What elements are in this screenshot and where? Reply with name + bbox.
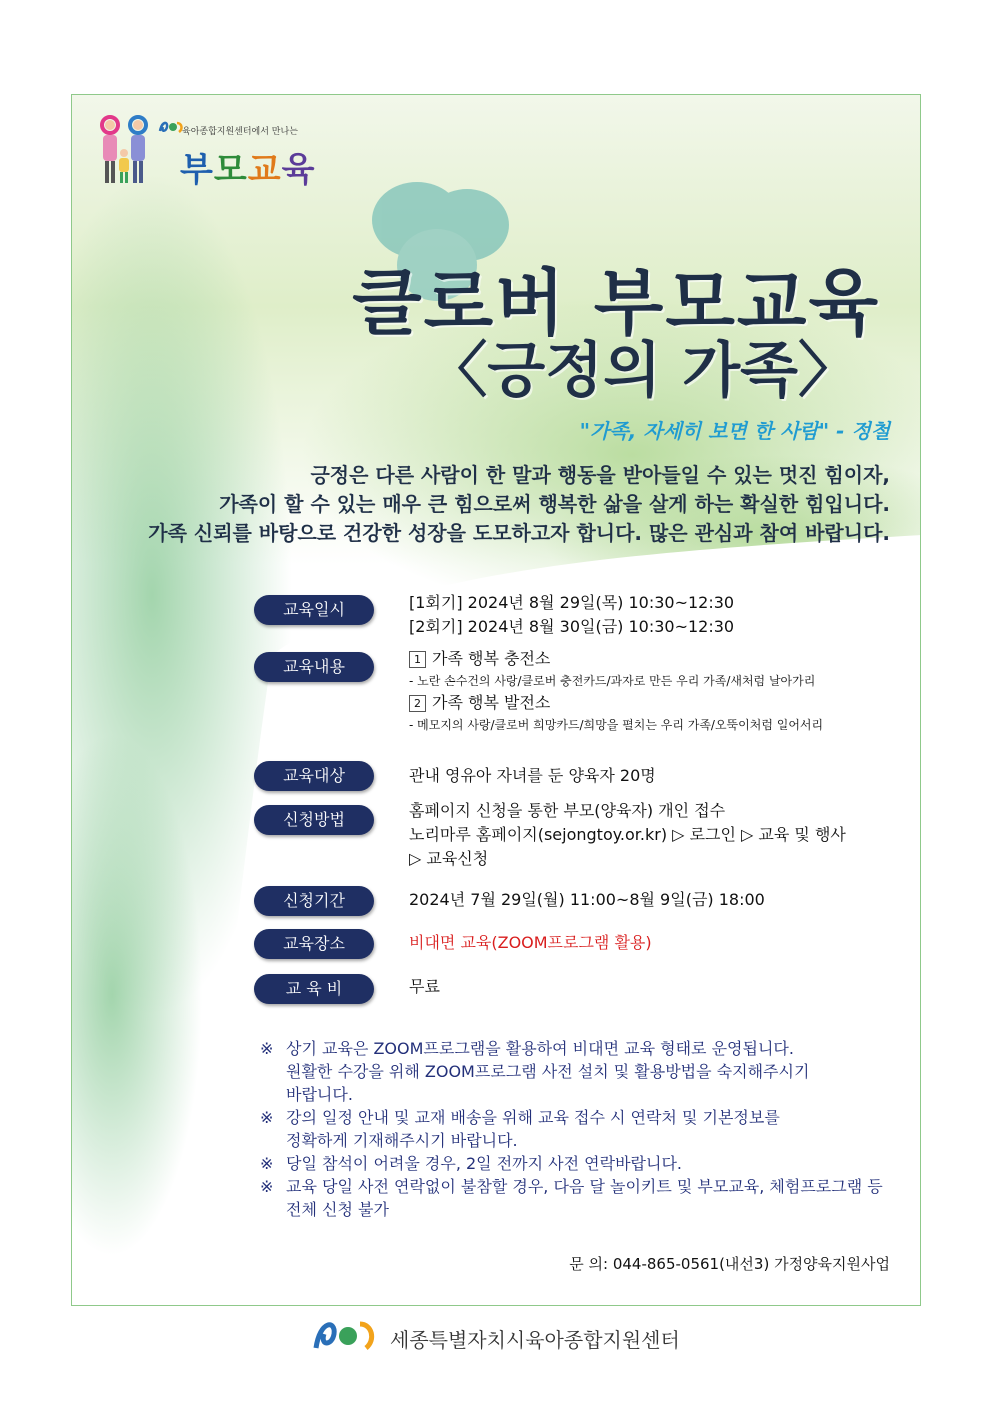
- contact-info: 문 의: 044-865-0561(내선3) 가정양육지원사업: [569, 1255, 890, 1273]
- notice-line: 상기 교육은 ZOOM프로그램을 활용하여 비대면 교육 형태로 운영됩니다.: [286, 1039, 794, 1058]
- fee-value: 무료: [409, 977, 440, 996]
- notice-line: 교육 당일 사전 연락없이 불참할 경우, 다음 달 놀이키트 및 부모교육, 체험프로그램 등: [286, 1177, 883, 1196]
- logo-char-2: 모: [213, 150, 248, 190]
- quote-text: "가족, 자세히 보면 한 사람" - 정철: [579, 419, 890, 443]
- intro-line: 긍정은 다른 사람이 한 말과 행동을 받아들일 수 있는 멋진 힘이자,: [310, 463, 890, 487]
- logo-subtitle: 육아종합지원센터에서 만나는: [182, 127, 298, 137]
- intro-line: 가족 신뢰를 바탕으로 건강한 성장을 도모하고자 합니다. 많은 관심과 참여 바랍니다.: [148, 521, 890, 545]
- poster-frame: [71, 94, 921, 1306]
- center-logo-icon: [310, 1316, 380, 1356]
- notice-line: 정확하게 기재해주시기 바랍니다.: [286, 1131, 518, 1150]
- notice-line: 바랍니다.: [286, 1085, 353, 1104]
- date-label-badge: 교육일시: [254, 595, 374, 625]
- content-sub-1: - 노란 손수건의 사랑/클로버 충전카드/과자로 만든 우리 가족/새처럼 날아가리: [409, 674, 816, 688]
- session-2-line: [2회기] 2024년 8월 30일(금) 10:30~12:30: [409, 617, 735, 636]
- reference-mark: ※: [260, 1177, 274, 1196]
- organization-name: 세종특별자치시육아종합지원센터: [390, 1328, 680, 1352]
- intro-line: 가족이 할 수 있는 매우 큰 힘으로써 행복한 삶을 살게 하는 확실한 힘입니다.: [219, 492, 890, 516]
- period-value: 2024년 7월 29일(월) 11:00~8월 9일(금) 18:00: [409, 890, 765, 909]
- center-swirl-logo-icon: [158, 119, 184, 135]
- notice-line: 원활한 수강을 위해 ZOOM프로그램 사전 설치 및 활용방법을 숙지해주시기: [286, 1062, 810, 1081]
- place-label-badge: 교육장소: [254, 929, 374, 959]
- content-label-badge: 교육내용: [254, 652, 374, 682]
- method-line-2: 노리마루 홈페이지(sejongtoy.or.kr) ▷ 로그인 ▷ 교육 및 행사: [409, 825, 846, 844]
- method-line-3: ▷ 교육신청: [409, 849, 489, 868]
- logo-char-1: 부: [180, 150, 214, 190]
- logo-char-3: 교: [247, 150, 282, 190]
- session-1-line: [1회기] 2024년 8월 29일(목) 10:30~12:30: [409, 593, 735, 612]
- notice-item: [260, 1106, 883, 1152]
- intro-paragraph: [148, 461, 890, 548]
- main-subtitle: 〈긍정의 가족〉: [427, 336, 858, 406]
- content-item-2: 가족 행복 발전소: [432, 693, 551, 712]
- fee-label-badge: 교 육 비: [254, 974, 374, 1004]
- notice-list: [260, 1037, 883, 1221]
- target-value: 관내 영유아 자녀를 둔 양육자 20명: [409, 766, 656, 785]
- content-sub-2: - 메모지의 사랑/클로버 희망카드/희망을 펼치는 우리 가족/오뚝이처럼 일어서리: [409, 718, 824, 732]
- notice-item: [260, 1152, 883, 1175]
- parent-education-logo: [94, 113, 334, 193]
- target-label-badge: 교육대상: [254, 761, 374, 791]
- notice-line: 전체 신청 불가: [286, 1200, 389, 1219]
- method-line-1: 홈페이지 신청을 통한 부모(양육자) 개인 접수: [409, 801, 726, 820]
- reference-mark: ※: [260, 1039, 274, 1058]
- content-value: [409, 647, 823, 735]
- logo-title: [180, 142, 315, 191]
- number-box-2: 2: [409, 695, 426, 712]
- content-item-1: 가족 행복 충전소: [432, 649, 551, 668]
- notice-item: [260, 1037, 883, 1106]
- method-label-badge: 신청방법: [254, 805, 374, 835]
- main-title: 클로버 부모교육: [352, 261, 880, 345]
- number-box-1: 1: [409, 651, 426, 668]
- footer-organization: [310, 1316, 710, 1360]
- notice-item: [260, 1175, 883, 1221]
- notice-line: 당일 참석이 어려울 경우, 2일 전까지 사전 연락바랍니다.: [286, 1154, 682, 1173]
- place-value: 비대면 교육(ZOOM프로그램 활용): [409, 933, 652, 952]
- period-label-badge: 신청기간: [254, 886, 374, 916]
- logo-char-4: 육: [281, 150, 316, 190]
- notice-line: 강의 일정 안내 및 교재 배송을 위해 교육 접수 시 연락처 및 기본정보를: [286, 1108, 780, 1127]
- reference-mark: ※: [260, 1154, 274, 1173]
- reference-mark: ※: [260, 1108, 274, 1127]
- method-value: [409, 799, 846, 871]
- date-value: [409, 591, 734, 639]
